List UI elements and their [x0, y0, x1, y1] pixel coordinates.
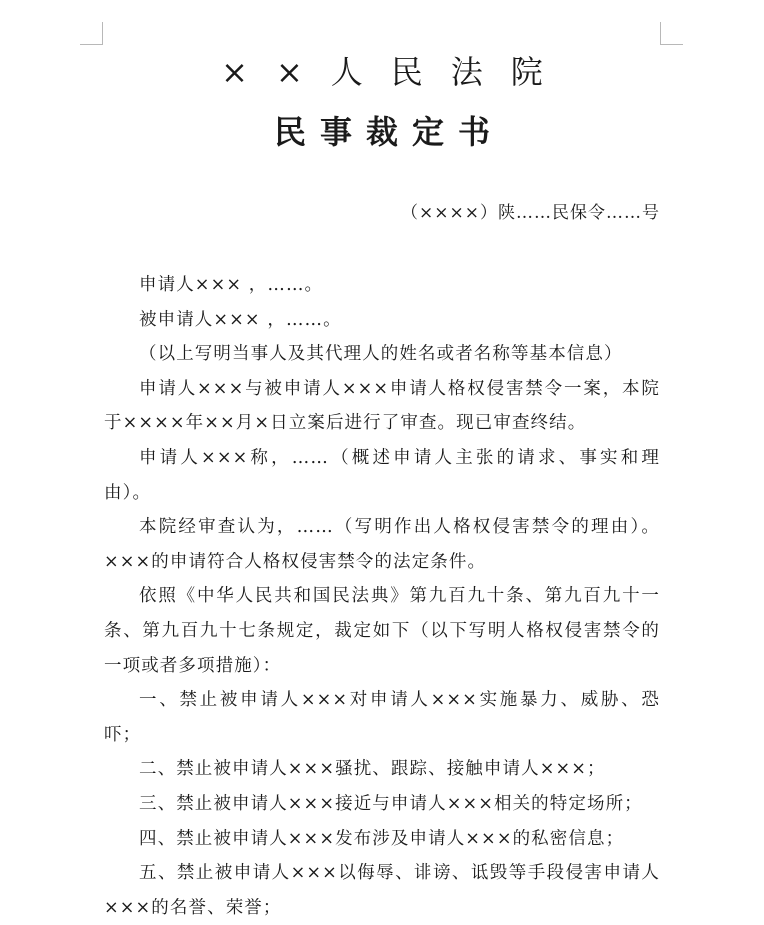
- paragraph-case-intro: 申请人×××与被申请人×××申请人格权侵害禁令一案，本院于××××年××月×日立案后进行了审查。现已审查终结。: [104, 378, 660, 434]
- margin-corner-mark-top-left: [80, 22, 103, 45]
- paragraph-court-finding: 本院经审查认为，……（写明作出人格权侵害禁令的理由）。×××的申请符合人格权侵害禁令的法定条件。: [104, 517, 660, 572]
- paragraph-applicant: 申请人××× ，……。: [139, 275, 324, 295]
- paragraph-legal-basis: 依照《中华人民共和国民法典》第九百九十条、第九百九十一条、第九百九十七条规定，裁定如下（以下写明人格权侵害禁令的一项或者多项措施）：: [104, 586, 660, 676]
- paragraph-measure-1: 一、禁止被申请人×××对申请人×××实施暴力、威胁、恐吓；: [104, 690, 660, 745]
- case-number: （××××）陕……民保令……号: [401, 203, 660, 223]
- paragraph-measure-5: 五、禁止被申请人×××以侮辱、诽谤、诋毁等手段侵害申请人×××的名誉、荣誉；: [104, 863, 660, 918]
- court-name: ××人民法院: [221, 53, 571, 91]
- paragraph-measure-3: 三、禁止被申请人×××接近与申请人×××相关的特定场所；: [139, 793, 643, 814]
- document-title: 民事裁定书: [273, 113, 504, 151]
- paragraph-party-note: （以上写明当事人及其代理人的姓名或者名称等基本信息）: [139, 344, 623, 365]
- document-body: [104, 268, 660, 925]
- paragraph-measure-2: 二、禁止被申请人×××骚扰、跟踪、接触申请人×××；: [139, 759, 606, 780]
- paragraph-applicant-claim: 申请人×××称，……（概述申请人主张的请求、事实和理由）。: [104, 447, 660, 503]
- paragraph-respondent: 被申请人××× ，……。: [139, 309, 342, 330]
- margin-corner-mark-top-right: [660, 22, 683, 45]
- paragraph-measure-4: 四、禁止被申请人×××发布涉及申请人×××的私密信息；: [139, 828, 625, 849]
